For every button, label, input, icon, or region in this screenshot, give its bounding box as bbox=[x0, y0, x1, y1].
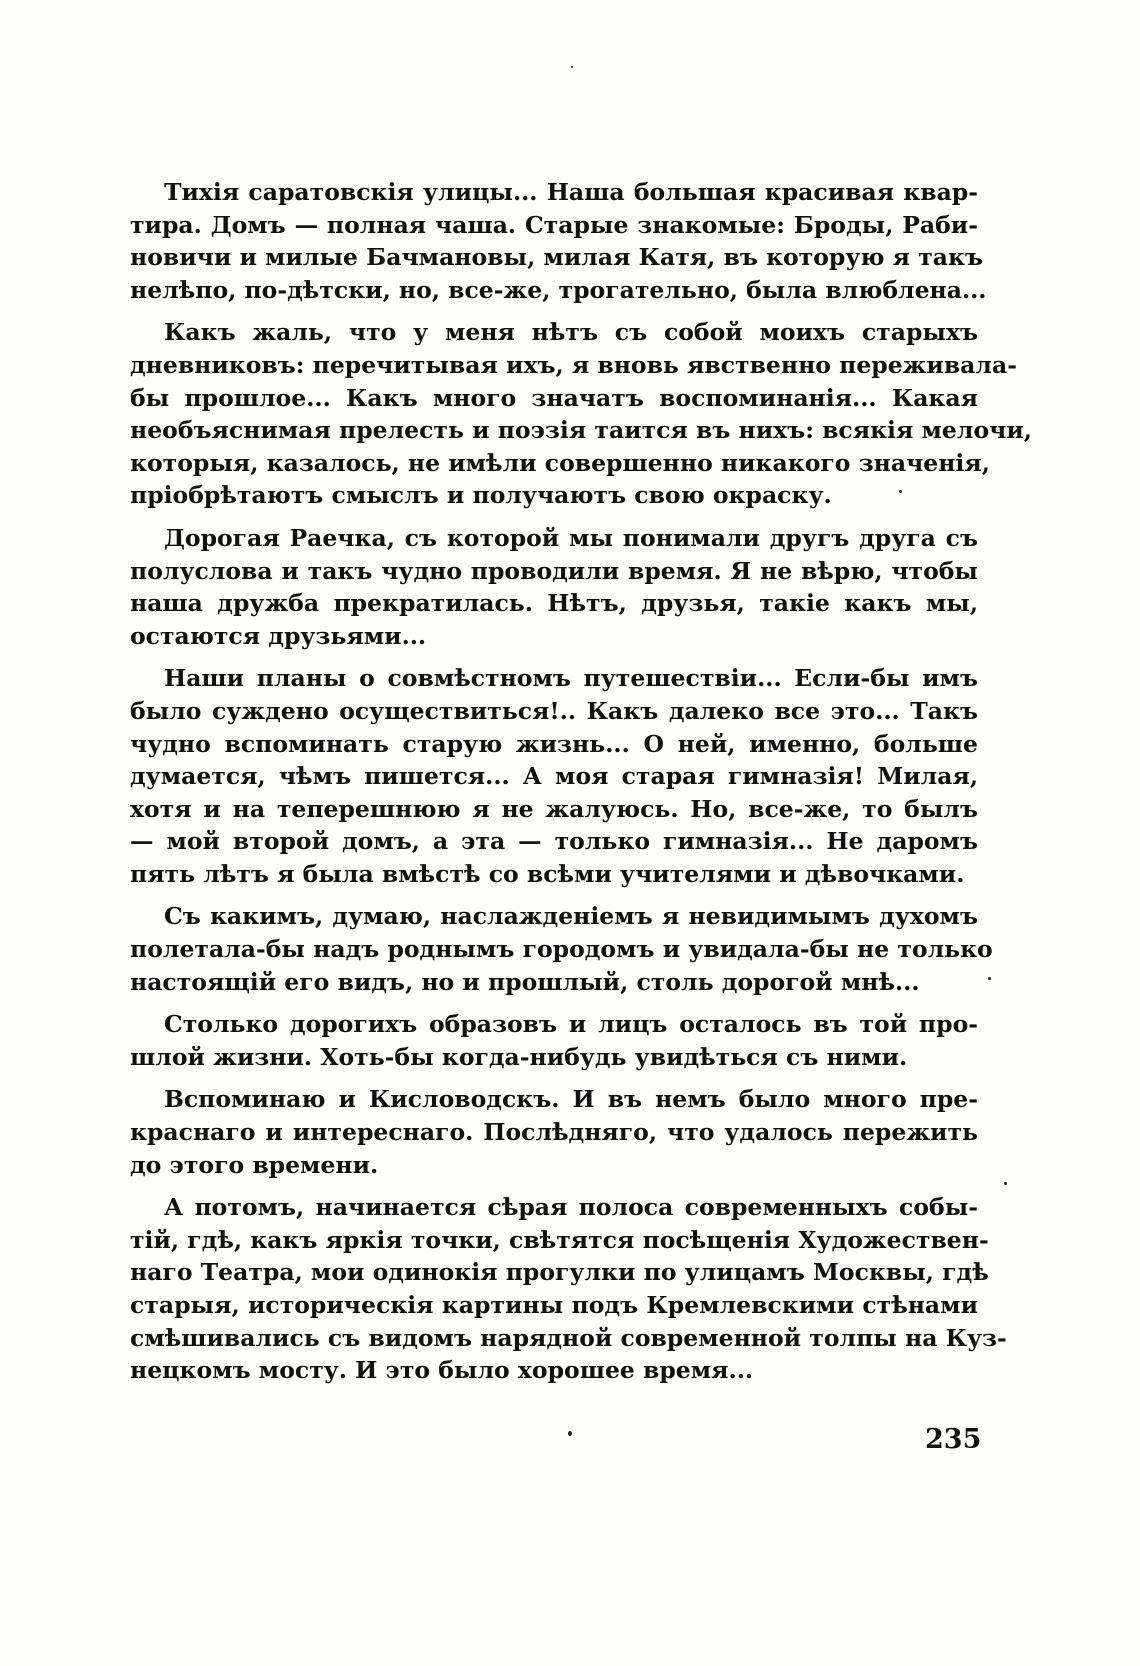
text-line: настоящій его видъ, но и прошлый, столь дорогой мнѣ... bbox=[130, 967, 920, 996]
text-line: хотя и на теперешнюю я не жалуюсь. Но, все-же, то былъ bbox=[130, 794, 978, 823]
text-line: нецкомъ мосту. И это было хорошее время... bbox=[130, 1356, 754, 1385]
text-line: Дорогая Раечка, съ которой мы понимали другъ друга съ bbox=[164, 523, 978, 552]
text-line: пріобрѣтаютъ смыслъ и получаютъ свою окраску. bbox=[130, 481, 832, 510]
paragraph-8 bbox=[130, 1191, 1007, 1387]
scan-speck bbox=[899, 490, 902, 493]
paragraph-5 bbox=[130, 900, 993, 998]
text-line: смѣшивались съ видомъ нарядной современной толпы на Куз- bbox=[130, 1323, 1007, 1352]
text-line: старыя, историческія картины подъ Кремлевскими стѣнами bbox=[130, 1291, 978, 1319]
text-line: шлой жизни. Хоть-бы когда-нибудь увидѣться съ ними. bbox=[130, 1042, 908, 1071]
text-line: А потомъ, начинается сѣрая полоса современныхъ собы- bbox=[164, 1193, 978, 1222]
text-line: Тихія саратовскія улицы... Наша большая красивая квар- bbox=[164, 178, 978, 206]
text-line: которыя, казалось, не имѣли совершенно никакого значенія, bbox=[130, 448, 990, 477]
text-line: Какъ жаль, что у меня нѣтъ съ собой моихъ старыхъ bbox=[164, 318, 978, 347]
text-line: нелѣпо, по-дѣтски, но, все-же, трогательно, была влюблена... bbox=[130, 275, 987, 304]
paragraph-1 bbox=[130, 176, 987, 306]
text-line: было суждено осуществиться!.. Какъ далеко все это... Такъ bbox=[130, 696, 978, 725]
scan-speck bbox=[571, 66, 573, 68]
text-line: тій, гдѣ, какъ яркія точки, свѣтятся посѣщенія Художествен- bbox=[130, 1225, 989, 1254]
text-line: необъяснимая прелесть и поэзія таится въ нихъ: всякія мелочи, bbox=[130, 416, 1032, 445]
text-line: Вспоминаю и Кисловодскъ. И въ немъ было много пре- bbox=[164, 1085, 978, 1114]
text-line: пять лѣтъ я была вмѣстѣ со всѣми учителями и дѣвочками. bbox=[130, 859, 965, 888]
text-line: думается, чѣмъ пишется... А моя старая гимназія! Милая, bbox=[130, 762, 978, 791]
paragraph-7 bbox=[130, 1083, 978, 1181]
text-line: бы прошлое... Какъ много значатъ воспоминанія... Какая bbox=[130, 383, 978, 412]
scan-speck bbox=[988, 977, 991, 980]
paragraph-6 bbox=[130, 1008, 978, 1073]
text-line: Съ какимъ, думаю, наслажденіемъ я невидимымъ духомъ bbox=[164, 902, 978, 931]
text-line: до этого времени. bbox=[130, 1150, 379, 1179]
text-line: полетала-бы надъ роднымъ городомъ и увидала-бы не только bbox=[130, 935, 993, 964]
text-line: тира. Домъ — полная чаша. Старые знакомые: Броды, Раби- bbox=[130, 210, 978, 239]
text-line: наша дружба прекратилась. Нѣтъ, друзья, такіе какъ мы, bbox=[130, 589, 978, 618]
paragraph-4 bbox=[130, 662, 978, 890]
text-line: остаются друзьями... bbox=[130, 621, 427, 650]
paragraph-2 bbox=[130, 316, 1032, 512]
scan-speck bbox=[568, 1431, 572, 1436]
paragraph-3 bbox=[130, 522, 978, 652]
scan-speck bbox=[1004, 1182, 1007, 1185]
text-line: краснаго и интереснаго. Послѣдняго, что удалось пережить bbox=[130, 1118, 978, 1147]
text-line: наго Театра, мои одинокія прогулки по улицамъ Москвы, гдѣ bbox=[130, 1258, 989, 1287]
page-number: 235 bbox=[925, 1424, 982, 1455]
text-line: полуслова и такъ чудно проводили время. Я не вѣрю, чтобы bbox=[130, 556, 978, 585]
text-line: новичи и милые Бачмановы, милая Катя, въ которую я такъ bbox=[130, 243, 983, 272]
text-line: — мой второй домъ, а эта — только гимназія... Не даромъ bbox=[130, 827, 978, 856]
page-body-text bbox=[130, 176, 1032, 1397]
text-line: Столько дорогихъ образовъ и лицъ осталось въ той про- bbox=[164, 1010, 978, 1039]
text-line: дневниковъ: перечитывая ихъ, я вновь явственно переживала- bbox=[130, 350, 1017, 379]
text-line: Наши планы о совмѣстномъ путешествіи... Если-бы имъ bbox=[164, 664, 978, 693]
text-line: чудно вспоминать старую жизнь... О ней, именно, больше bbox=[130, 729, 978, 758]
